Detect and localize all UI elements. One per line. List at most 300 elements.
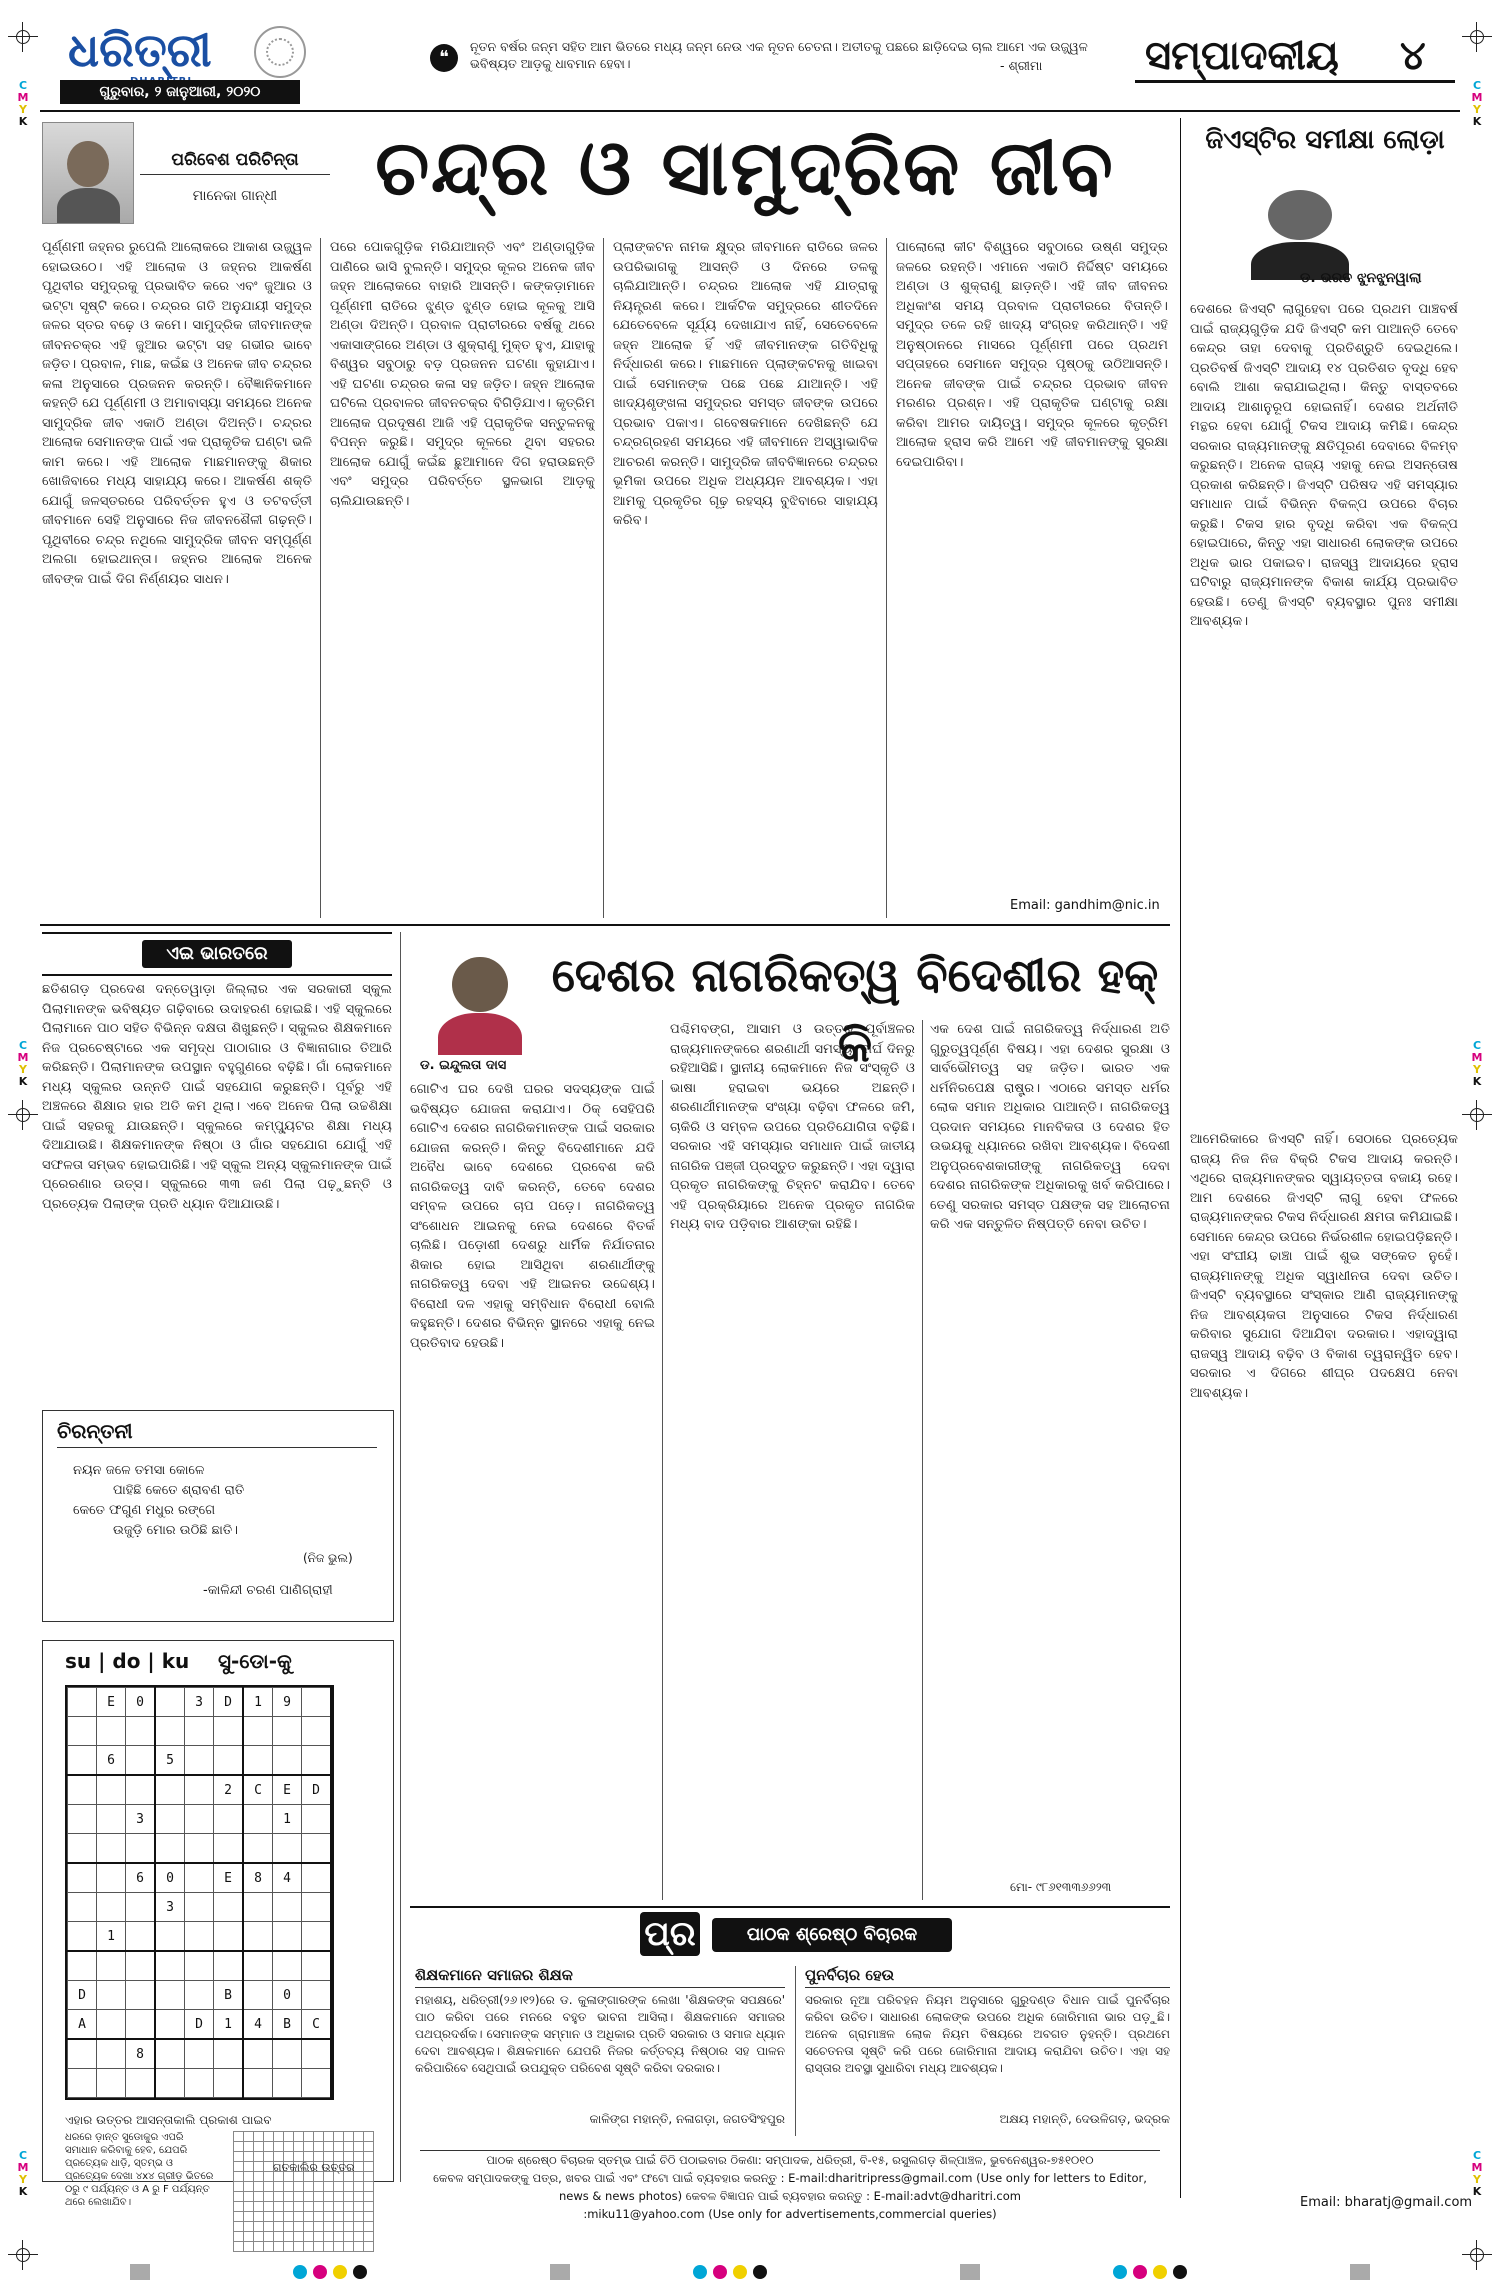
mini-cell <box>264 2142 274 2152</box>
mini-cell <box>334 2192 344 2202</box>
column-rule <box>320 238 321 918</box>
author-photo <box>42 122 134 224</box>
sudoku-cell[interactable] <box>97 1893 126 1922</box>
lead-email[interactable]: Email: gandhim@nic.in <box>1010 898 1160 913</box>
mini-cell <box>344 2242 354 2252</box>
mini-cell <box>254 2202 264 2212</box>
letters-logo-icon: ପ୍ର <box>640 1912 700 1956</box>
sudoku-cell[interactable] <box>126 1893 156 1922</box>
section-underline <box>1135 80 1455 83</box>
sudoku-cell[interactable] <box>214 1746 244 1776</box>
mini-cell <box>264 2192 274 2202</box>
mini-cell <box>274 2142 284 2152</box>
sudoku-cell[interactable] <box>243 1834 273 1864</box>
mini-cell <box>294 2192 304 2202</box>
sudoku-cell[interactable]: 5 <box>155 1746 185 1776</box>
sudoku-cell[interactable] <box>185 1981 214 2010</box>
sudoku-cell[interactable] <box>68 1746 97 1776</box>
mini-cell <box>344 2192 354 2202</box>
sudoku-cell[interactable] <box>185 1863 214 1893</box>
sudoku-cell[interactable]: 3 <box>126 1805 156 1834</box>
editorial-email[interactable]: Email: bharatj@gmail.com <box>1300 2195 1473 2210</box>
sudoku-cell[interactable] <box>302 1834 332 1864</box>
sudoku-cell[interactable]: 4 <box>273 1863 302 1893</box>
editorial-headline: ଜିଏସ୍‌ଟିର ସମୀକ୍ଷା ଲୋଡ଼ା <box>1205 125 1445 155</box>
section-title: ସମ୍ପାଦକୀୟ <box>1145 32 1339 79</box>
mini-cell <box>254 2232 264 2242</box>
mini-cell <box>324 2202 334 2212</box>
sudoku-cell[interactable] <box>273 1834 302 1864</box>
sudoku-cell[interactable] <box>68 1834 97 1864</box>
mini-cell <box>244 2192 254 2202</box>
sudoku-cell[interactable] <box>185 2069 214 2098</box>
mini-cell <box>254 2192 264 2202</box>
letters-heading: ପାଠକ ଶ୍ରେଷ୍ଠ ବିଚାରକ <box>712 1918 952 1952</box>
sudoku-cell[interactable] <box>302 1688 332 1717</box>
mini-cell <box>284 2152 294 2162</box>
sudoku-cell[interactable] <box>126 1951 156 1981</box>
mini-cell <box>314 2142 324 2152</box>
mini-cell <box>244 2162 254 2172</box>
mini-cell <box>364 2192 374 2202</box>
mini-cell <box>244 2172 254 2182</box>
mini-cell <box>364 2152 374 2162</box>
sudoku-cell[interactable] <box>155 1981 185 2010</box>
mini-cell <box>234 2212 244 2222</box>
mini-cell <box>244 2232 254 2242</box>
sudoku-cell[interactable] <box>185 1922 214 1952</box>
sudoku-cell[interactable] <box>155 2039 185 2069</box>
sudoku-cell[interactable]: 6 <box>97 1746 126 1776</box>
mini-cell <box>294 2132 304 2142</box>
sudoku-cell[interactable]: 1 <box>214 2010 244 2040</box>
mini-cell <box>254 2132 264 2142</box>
mini-cell <box>314 2132 324 2142</box>
sudoku-cell[interactable]: 2 <box>214 1775 244 1805</box>
mini-cell <box>294 2232 304 2242</box>
sudoku-cell[interactable] <box>155 1805 185 1834</box>
mini-cell <box>254 2152 264 2162</box>
mini-cell <box>274 2192 284 2202</box>
chirantani-box <box>42 1410 394 1622</box>
sudoku-cell[interactable]: 3 <box>155 1893 185 1922</box>
mini-cell <box>264 2222 274 2232</box>
mini-cell <box>324 2192 334 2202</box>
sudoku-cell[interactable] <box>126 1746 156 1776</box>
mini-cell <box>294 2152 304 2162</box>
column-heading: ପରିବେଶ ପରିଚିନ୍ତା <box>140 150 330 175</box>
mini-cell <box>274 2222 284 2232</box>
sudoku-cell[interactable] <box>97 1717 126 1746</box>
mini-cell <box>264 2162 274 2172</box>
mini-cell <box>234 2202 244 2212</box>
letter-body: ମହାଶୟ, ଧରିତ୍ରୀ(୨୬।୧୨)ରେ ଡ. କୁଳାଙ୍ଗାରଙ୍କ ଲେଖା 'ଶିକ୍ଷକଙ୍କ ସପକ୍ଷରେ' ପାଠ କରିବା ପରେ ମନରେ ବହୁତ ଭାବନା ଆସିଲା। ଶିକ୍ଷକମାନେ ସମାଜର ପଥପ୍ରଦର୍ଶକ। ସେମାନଙ୍କ ସମ୍ମାନ ଓ ଅଧିକାର ପ୍ରତି ସରକାର ଓ ସମାଜ ଧ୍ୟାନ ଦେବା ଆବଶ୍ୟକ। ଶିକ୍ଷକମାନେ ଯେପରି ନିଜର କର୍ତ୍ତବ୍ୟ ନିଷ୍ଠାର ସହ ପାଳନ କରିପାରିବେ ସେଥିପାଇଁ ଉପଯୁକ୍ତ ପରିବେଶ ସୃଷ୍ଟି କରିବା ଦରକାର। <box>415 1993 785 2075</box>
mini-cell <box>314 2192 324 2202</box>
mini-cell <box>264 2152 274 2162</box>
mini-cell <box>314 2212 324 2222</box>
lead-column-2: ପରେ ପୋକଗୁଡ଼ିକ ମରିଯାଆନ୍ତି ଏବଂ ଅଣ୍ଡାଗୁଡ଼ିକ ପାଣିରେ ଭାସି ବୁଲନ୍ତି। ସମୁଦ୍ର କୂଳର ଅନେକ ଜୀବ ଜହ୍ନ ଆଲୋକରେ ବାହାରି ଆସନ୍ତି। କଙ୍କଡ଼ାମାନେ ପୂର୍ଣ୍ଣମୀ ରାତିରେ ଝୁଣ୍ଡ ଝୁଣ୍ଡ ହୋଇ କୂଳକୁ ଆସି ଅଣ୍ଡା ଦିଅନ୍ତି। ପ୍ରବାଳ ପ୍ରାଚୀରରେ ବର୍ଷକୁ ଥରେ ଏକାସାଙ୍ଗରେ ଅଣ୍ଡା ଓ ଶୁକ୍ରାଣୁ ମୁକ୍ତ ହୁଏ, ଯାହାକୁ ବିଶ୍ୱର ସବୁଠାରୁ ବଡ଼ ପ୍ରଜନନ ଘଟଣା କୁହାଯାଏ। ଏହି ଘଟଣା ଚନ୍ଦ୍ରର କଳା ସହ ଜଡ଼ିତ। ଜହ୍ନ ଆଲୋକ ଘଟିଲେ ପ୍ରବାଳର ଜୀବନଚକ୍ର ବିଗିଡ଼ିଯାଏ। କୃତ୍ରିମ ଆଲୋକ ପ୍ରଦୂଷଣ ଆଜି ଏହି ପ୍ରାକୃତିକ ସନ୍ତୁଳନକୁ ବିପନ୍ନ କରୁଛି। ସମୁଦ୍ର କୂଳରେ ଥିବା ସହରର ଆଲୋକ ଯୋଗୁଁ କଇଁଛ ଛୁଆମାନେ ଦିଗ ହରାଉଛନ୍ତି ଏବଂ ସମୁଦ୍ର ପରିବର୍ତ୍ତେ ସ୍ଥଳଭାଗ ଆଡ଼କୁ ଚାଲିଯାଉଛନ୍ତି। <box>330 240 595 509</box>
mini-cell <box>284 2232 294 2242</box>
sudoku-cell[interactable] <box>243 1746 273 1776</box>
mini-cell <box>264 2172 274 2182</box>
mini-cell <box>274 2242 284 2252</box>
sudoku-cell[interactable]: 8 <box>126 2039 156 2069</box>
mini-cell <box>294 2242 304 2252</box>
mini-cell <box>254 2182 264 2192</box>
mini-cell <box>324 2132 334 2142</box>
sudoku-cell[interactable] <box>68 1805 97 1834</box>
editorial-author: ଡ. ଭରତ ଝୁନଝୁନୱାଲା <box>1300 270 1422 286</box>
citizenship-mobile: ମୋ- ୯୮୬୧୩୩୬୬୨୩ <box>1010 1880 1112 1894</box>
sudoku-cell[interactable] <box>214 2069 244 2098</box>
mini-cell <box>334 2142 344 2152</box>
mini-cell <box>324 2152 334 2162</box>
quote-author: - ଶ୍ରୀମା <box>1000 58 1043 73</box>
mini-cell <box>284 2212 294 2222</box>
sudoku-cell[interactable] <box>68 1863 97 1893</box>
citizenship-column-1: ଗୋଟିଏ ଘର ଦେଖି ଘରର ସଦସ୍ୟଙ୍କ ପାଇଁ ଭବିଷ୍ୟତ ଯୋଜନା କରାଯାଏ। ଠିକ୍ ସେହିପରି ଗୋଟିଏ ଦେଶର ନାଗରିକମାନଙ୍କ ପାଇଁ ସରକାର ଯୋଜନା କରନ୍ତି। କିନ୍ତୁ ବିଦେଶୀମାନେ ଯଦି ଅବୈଧ ଭାବେ ଦେଶରେ ପ୍ରବେଶ କରି ନାଗରିକତ୍ୱ ଦାବି କରନ୍ତି, ତେବେ ଦେଶର ସମ୍ବଳ ଉପରେ ଚାପ ପଡ଼େ। ନାଗରିକତ୍ୱ ସଂଶୋଧନ ଆଇନକୁ ନେଇ ଦେଶରେ ବିତର୍କ ଚାଲିଛି। ପଡ଼ୋଶୀ ଦେଶରୁ ଧାର୍ମିକ ନିର୍ଯାତନାର ଶିକାର ହୋଇ ଆସିଥିବା ଶରଣାର୍ଥୀଙ୍କୁ ନାଗରିକତ୍ୱ ଦେବା ଏହି ଆଇନର ଉଦ୍ଦେଶ୍ୟ। ବିରୋଧୀ ଦଳ ଏହାକୁ ସମ୍ବିଧାନ ବିରୋଧୀ ବୋଲି କହୁଛନ୍ତି। ଦେଶର ବିଭିନ୍ନ ସ୍ଥାନରେ ଏହାକୁ ନେଇ ପ୍ରତିବାଦ ହେଉଛି। <box>410 1082 655 1351</box>
mini-cell <box>284 2202 294 2212</box>
sudoku-cell[interactable]: 8 <box>243 1863 273 1893</box>
sudoku-cell[interactable]: 1 <box>243 1688 273 1717</box>
mini-cell <box>244 2222 254 2232</box>
sudoku-cell[interactable] <box>185 1717 214 1746</box>
sudoku-cell[interactable] <box>302 1951 332 1981</box>
registration-mark <box>1462 2240 1492 2270</box>
sudoku-cell[interactable]: 9 <box>273 1688 302 1717</box>
mini-cell <box>354 2182 364 2192</box>
issue-date: ଗୁରୁବାର, ୨ ଜାନୁଆରୀ, ୨୦୨୦ <box>60 80 300 104</box>
registration-mark <box>8 1100 38 1130</box>
sudoku-cell[interactable] <box>68 2039 97 2069</box>
sudoku-cell[interactable] <box>126 2069 156 2098</box>
mini-cell <box>234 2142 244 2152</box>
mini-cell <box>294 2222 304 2232</box>
cmyk-marker: C M Y K <box>1471 79 1483 128</box>
sudoku-cell[interactable] <box>68 1893 97 1922</box>
mini-cell <box>304 2232 314 2242</box>
sudoku-cell[interactable] <box>214 1834 244 1864</box>
sudoku-cell[interactable]: 1 <box>97 1922 126 1952</box>
mini-cell <box>364 2232 374 2242</box>
sudoku-note: ଏହାର ଉତ୍ତର ଆସନ୍ତାକାଲି ପ୍ରକାଶ ପାଇବ <box>65 2113 272 2127</box>
page-number: ୪ <box>1400 32 1426 79</box>
mini-cell <box>354 2132 364 2142</box>
sudoku-cell[interactable] <box>68 1717 97 1746</box>
sudoku-cell[interactable]: 4 <box>243 2010 273 2040</box>
sudoku-cell[interactable] <box>126 2010 156 2040</box>
editorial-column-1: ଦେଶରେ ଜିଏସ୍‌ଟି ଲାଗୁହେବା ପରେ ପ୍ରଥମ ପାଞ୍ଚବର୍ଷ ପାଇଁ ରାଜ୍ୟଗୁଡ଼ିକ ଯଦି ଜିଏସ୍‌ଟି କମ ପାଆନ୍ତି ତେବେ କେନ୍ଦ୍ର ତାହା ଦେବାକୁ ପ୍ରତିଶ୍ରୁତି ଦେଇଥିଲେ। ପ୍ରତିବର୍ଷ ଜିଏସ୍‌ଟି ଆଦାୟ ୧୪ ପ୍ରତିଶତ ବୃଦ୍ଧି ହେବ ବୋଲି ଆଶା କରାଯାଇଥିଲା। କିନ୍ତୁ ବାସ୍ତବରେ ଆଦାୟ ଆଶାନୁରୂପ ହୋଇନାହିଁ। ଦେଶର ଅର୍ଥନୀତି ମନ୍ଥର ହେବା ଯୋଗୁଁ ଟିକସ ଆଦାୟ କମିଛି। କେନ୍ଦ୍ର ସରକାର ରାଜ୍ୟମାନଙ୍କୁ କ୍ଷତିପୂରଣ ଦେବାରେ ବିଳମ୍ବ କରୁଛନ୍ତି। ଅନେକ ରାଜ୍ୟ ଏହାକୁ ନେଇ ଅସନ୍ତୋଷ ପ୍ରକାଶ କରିଛନ୍ତି। ଜିଏସ୍‌ଟି ପରିଷଦ ଏହି ସମସ୍ୟାର ସମାଧାନ ପାଇଁ ବିଭିନ୍ନ ବିକଳ୍ପ ଉପରେ ବିଚାର କରୁଛି। ଟିକସ ହାର ବୃଦ୍ଧି କରିବା ଏକ ବିକଳ୍ପ ହୋଇପାରେ, କିନ୍ତୁ ଏହା ସାଧାରଣ ଲୋକଙ୍କ ଉପରେ ଅଧିକ ଭାର ପକାଇବ। ରାଜସ୍ୱ ଆଦାୟରେ ହ୍ରାସ ଘଟିବାରୁ ରାଜ୍ୟମାନଙ୍କ ବିକାଶ କାର୍ଯ୍ୟ ପ୍ରଭାବିତ ହେଉଛି। ତେଣୁ ଜିଏସ୍‌ଟି ବ୍ୟବସ୍ଥାର ପୁନଃ ସମୀକ୍ଷା ଆବଶ୍ୟକ। <box>1190 302 1458 629</box>
sudoku-cell[interactable] <box>243 1717 273 1746</box>
mini-cell <box>354 2222 364 2232</box>
sudoku-cell[interactable] <box>214 2039 244 2069</box>
mini-cell <box>284 2132 294 2142</box>
sudoku-cell[interactable]: 6 <box>126 1863 156 1893</box>
sudoku-cell[interactable]: D <box>185 2010 214 2040</box>
sudoku-box <box>42 1640 394 2208</box>
sudoku-cell[interactable] <box>214 1951 244 1981</box>
sudoku-cell[interactable] <box>97 1951 126 1981</box>
sudoku-cell[interactable] <box>273 1746 302 1776</box>
sudoku-cell[interactable] <box>68 2069 97 2098</box>
e-bharatare-text: ଛତିଶଗଡ଼ ପ୍ରଦେଶ ଦନ୍ତେୱାଡ଼ା ଜିଲ୍ଲାର ଏକ ସରକାରୀ ସ୍କୁଲ ପିଲାମାନଙ୍କ ଭବିଷ୍ୟତ ଗଢ଼ିବାରେ ଉଦାହରଣ ହୋଇଛି। ଏହି ସ୍କୁଲରେ ପିଲାମାନେ ପାଠ ସହିତ ବିଭିନ୍ନ ଦକ୍ଷତା ଶିଖୁଛନ୍ତି। ସ୍କୁଲର ଶିକ୍ଷକମାନେ ନିଜ ପ୍ରଚେଷ୍ଟାରେ ଏକ ସମୃଦ୍ଧ ପାଠାଗାର ଓ ବିଜ୍ଞାନାଗାର ତିଆରି କରିଛନ୍ତି। ପିଲାମାନଙ୍କ ଉପସ୍ଥାନ ବହୁଗୁଣରେ ବଢ଼ିଛି। ଗାଁ ଲୋକମାନେ ମଧ୍ୟ ସ୍କୁଲର ଉନ୍ନତି ପାଇଁ ସହଯୋଗ କରୁଛନ୍ତି। ପୂର୍ବରୁ ଏହି ଅଞ୍ଚଳରେ ଶିକ୍ଷାର ହାର ଅତି କମ ଥିଲା। ଏବେ ଅନେକ ପିଲା ଉଚ୍ଚଶିକ୍ଷା ପାଇଁ ସହରକୁ ଯାଉଛନ୍ତି। ସ୍କୁଲରେ କମ୍ପ୍ୟୁଟର ଶିକ୍ଷା ମଧ୍ୟ ଦିଆଯାଉଛି। ଶିକ୍ଷକମାନଙ୍କ ନିଷ୍ଠା ଓ ଗାଁର ସହଯୋଗ ଯୋଗୁଁ ଏହି ସଫଳତା ସମ୍ଭବ ହୋଇପାରିଛି। ଏହି ସ୍କୁଲ ଅନ୍ୟ ସ୍କୁଲମାନଙ୍କ ପାଇଁ ପ୍ରେରଣାର ଉତ୍ସ। ସ୍କୁଲରେ ୩୩ ଜଣ ପିଲା ପଢ଼ୁଛନ୍ତି ଓ ପ୍ରତ୍ୟେକ ପିଲାଙ୍କ ପ୍ରତି ଧ୍ୟାନ ଦିଆଯାଉଛି। <box>42 982 392 1212</box>
letter-signature: କାଳିଙ୍ଗ ମହାନ୍ତି, ନଳାଗଡ଼ା, ଜଗତସିଂହପୁର <box>589 2112 785 2126</box>
mini-cell <box>354 2162 364 2172</box>
mini-cell <box>264 2232 274 2242</box>
sudoku-cell[interactable] <box>97 1805 126 1834</box>
sudoku-cell[interactable] <box>185 1775 214 1805</box>
sudoku-cell[interactable]: C <box>302 2010 332 2040</box>
mini-cell <box>264 2212 274 2222</box>
sudoku-cell[interactable] <box>126 1922 156 1952</box>
sudoku-cell[interactable] <box>155 2010 185 2040</box>
sudoku-cell[interactable] <box>185 2039 214 2069</box>
sudoku-cell[interactable] <box>302 1805 332 1834</box>
sudoku-cell[interactable] <box>243 2069 273 2098</box>
mini-cell <box>324 2182 334 2192</box>
letters-divider <box>410 1906 1170 1908</box>
mini-cell <box>324 2232 334 2242</box>
mini-cell <box>334 2152 344 2162</box>
sudoku-cell[interactable] <box>97 2069 126 2098</box>
mini-cell <box>274 2202 284 2212</box>
letter-item <box>805 1966 1170 2127</box>
sudoku-cell[interactable] <box>302 1981 332 2010</box>
mini-cell <box>234 2152 244 2162</box>
sudoku-cell[interactable]: A <box>68 2010 97 2040</box>
sudoku-cell[interactable] <box>273 1951 302 1981</box>
sudoku-cell[interactable] <box>68 1922 97 1952</box>
sudoku-cell[interactable] <box>214 1717 244 1746</box>
sudoku-title-en: su | do | ku <box>65 1649 190 1673</box>
mini-cell <box>334 2242 344 2252</box>
e-bharatare-heading: ଏଇ ଭାରତରେ <box>142 940 292 968</box>
mini-cell <box>294 2202 304 2212</box>
sudoku-cell[interactable] <box>185 1746 214 1776</box>
mini-cell <box>304 2152 314 2162</box>
sudoku-cell[interactable] <box>185 1805 214 1834</box>
cmyk-marker: C M Y K <box>17 1039 29 1088</box>
letter-title: ଶିକ୍ଷକମାନେ ସମାଜର ଶିକ୍ଷକ <box>415 1966 785 1988</box>
sudoku-cell[interactable] <box>126 1834 156 1864</box>
mini-cell <box>234 2242 244 2252</box>
mini-cell <box>344 2232 354 2242</box>
sudoku-cell[interactable] <box>97 1981 126 2010</box>
sudoku-cell[interactable] <box>97 2039 126 2069</box>
mini-cell <box>244 2202 254 2212</box>
sudoku-cell[interactable]: 3 <box>185 1688 214 1717</box>
sudoku-cell[interactable]: D <box>302 1775 332 1805</box>
sudoku-yesterday-label: ଗତକାଲିର ଉତ୍ତର <box>273 2161 355 2174</box>
mini-cell <box>234 2172 244 2182</box>
mini-cell <box>304 2132 314 2142</box>
sudoku-cell[interactable] <box>273 2069 302 2098</box>
mini-cell <box>304 2212 314 2222</box>
print-color-bar <box>130 2262 1370 2282</box>
mini-cell <box>264 2132 274 2142</box>
mini-cell <box>284 2142 294 2152</box>
mini-cell <box>264 2242 274 2252</box>
sudoku-cell[interactable] <box>68 1951 97 1981</box>
sudoku-cell[interactable] <box>68 1775 97 1805</box>
sudoku-cell[interactable] <box>155 2069 185 2098</box>
mini-cell <box>304 2202 314 2212</box>
sudoku-cell[interactable] <box>97 2010 126 2040</box>
sudoku-cell[interactable] <box>126 1717 156 1746</box>
mini-cell <box>364 2182 374 2192</box>
cmyk-marker: C M Y K <box>17 2149 29 2198</box>
mini-cell <box>284 2242 294 2252</box>
mini-cell <box>334 2232 344 2242</box>
logo-text: ଧରିତ୍ରୀ <box>68 23 212 77</box>
mini-cell <box>244 2152 254 2162</box>
mini-cell <box>234 2232 244 2242</box>
cmyk-marker: C M Y K <box>1471 1039 1483 1088</box>
sudoku-cell[interactable] <box>243 1922 273 1952</box>
sudoku-cell[interactable] <box>97 1775 126 1805</box>
mini-cell <box>364 2162 374 2172</box>
mini-cell <box>334 2182 344 2192</box>
mini-cell <box>234 2162 244 2172</box>
letter-title: ପୁନର୍ବିଚାର ହେଉ <box>805 1966 1170 1988</box>
column-rule <box>1180 118 1181 2198</box>
sudoku-cell[interactable] <box>214 1805 244 1834</box>
quote-text: ନୂତନ ବର୍ଷର ଜନ୍ମ ସହିତ ଆମ ଭିତରେ ମଧ୍ୟ ଜନ୍ମ ନେଉ ଏକ ନୂତନ ଚେତନା। ଅତୀତକୁ ପଛରେ ଛାଡ଼ିଦେଇ ଚାଲ ଆମେ ଏକ ଉଜ୍ଜ୍ୱଳ ଭବିଷ୍ୟତ ଆଡ଼କୁ ଧାବମାନ ହେବା। <box>470 39 1088 71</box>
sudoku-cell[interactable] <box>273 1717 302 1746</box>
sudoku-cell[interactable] <box>302 1922 332 1952</box>
sudoku-cell[interactable]: 1 <box>273 1805 302 1834</box>
sudoku-cell[interactable] <box>126 1981 156 2010</box>
mini-cell <box>274 2132 284 2142</box>
registration-mark <box>8 22 38 52</box>
cmyk-marker: C M Y K <box>17 79 29 128</box>
sudoku-cell[interactable] <box>273 1893 302 1922</box>
chirantani-poem: ନୟନ ଜଳେ ତମସା କୋଳେ ପାହିଛି କେତେ ଶ୍ରାବଣ ରାତି କେତେ ଫଗୁଣ ମଧୁର ରଙ୍ଗେ ଉଜୁଡ଼ି ମୋର ଉଠିଛି ଛାତି। <box>73 1463 245 1538</box>
column-rule <box>922 1020 923 1900</box>
sudoku-cell[interactable] <box>155 1951 185 1981</box>
sudoku-cell[interactable]: B <box>273 2010 302 2040</box>
sudoku-cell[interactable] <box>155 1922 185 1952</box>
cmyk-marker: C M Y K <box>1471 2149 1483 2198</box>
sudoku-cell[interactable] <box>302 1717 332 1746</box>
sudoku-cell[interactable] <box>126 1775 156 1805</box>
mini-cell <box>264 2202 274 2212</box>
sudoku-cell[interactable] <box>214 1893 244 1922</box>
column-rule <box>886 238 887 918</box>
mini-cell <box>264 2182 274 2192</box>
sudoku-cell[interactable]: E <box>273 1775 302 1805</box>
sudoku-cell[interactable] <box>273 2039 302 2069</box>
mini-cell <box>304 2142 314 2152</box>
sudoku-cell[interactable] <box>155 1834 185 1864</box>
sudoku-cell[interactable] <box>214 1922 244 1952</box>
mini-cell <box>304 2222 314 2232</box>
sudoku-cell[interactable] <box>243 1893 273 1922</box>
sudoku-cell[interactable]: C <box>243 1775 273 1805</box>
sudoku-cell[interactable]: B <box>214 1981 244 2010</box>
sudoku-grid[interactable] <box>65 1685 334 2100</box>
sudoku-cell[interactable] <box>155 1688 185 1717</box>
sudoku-cell[interactable] <box>302 2069 332 2098</box>
mini-cell <box>234 2192 244 2202</box>
citizenship-column-3: ଏକ ଦେଶ ପାଇଁ ନାଗରିକତ୍ୱ ନିର୍ଦ୍ଧାରଣ ଅତି ଗୁରୁତ୍ୱପୂର୍ଣ୍ଣ ବିଷୟ। ଏହା ଦେଶର ସୁରକ୍ଷା ଓ ସାର୍ବଭୌମତ୍ୱ ସହ ଜଡ଼ିତ। ଭାରତ ଏକ ଧର୍ମନିରପେକ୍ଷ ରାଷ୍ଟ୍ର। ଏଠାରେ ସମସ୍ତ ଧର୍ମର ଲୋକ ସମାନ ଅଧିକାର ପାଆନ୍ତି। ନାଗରିକତ୍ୱ ପ୍ରଦାନ ସମୟରେ ମାନବିକତା ଓ ଦେଶର ହିତ ଉଭୟକୁ ଧ୍ୟାନରେ ରଖିବା ଆବଶ୍ୟକ। ବିଦେଶୀ ଅନୁପ୍ରବେଶକାରୀଙ୍କୁ ନାଗରିକତ୍ୱ ଦେବା ଦେଶର ନାଗରିକଙ୍କ ଅଧିକାରକୁ ଖର୍ବ କରିପାରେ। ତେଣୁ ସରକାର ସମସ୍ତ ପକ୍ଷଙ୍କ ସହ ଆଲୋଚନା କରି ଏକ ସନ୍ତୁଳିତ ନିଷ୍ପତ୍ତି ନେବା ଉଚିତ। <box>930 1022 1170 1232</box>
sudoku-cell[interactable] <box>185 1834 214 1864</box>
mini-cell <box>364 2242 374 2252</box>
mini-cell <box>364 2222 374 2232</box>
sudoku-cell[interactable] <box>97 1863 126 1893</box>
mini-cell <box>244 2242 254 2252</box>
citizenship-author-photo <box>420 935 540 1055</box>
mini-cell <box>344 2142 354 2152</box>
mini-cell <box>244 2212 254 2222</box>
mini-cell <box>254 2222 264 2232</box>
sudoku-cell[interactable] <box>155 1775 185 1805</box>
mini-cell <box>254 2242 264 2252</box>
mini-cell <box>274 2232 284 2242</box>
sudoku-cell[interactable] <box>302 1863 332 1893</box>
sudoku-cell[interactable] <box>302 1893 332 1922</box>
mini-cell <box>244 2182 254 2192</box>
registration-mark <box>1462 22 1492 52</box>
mini-cell <box>354 2212 364 2222</box>
mini-cell <box>284 2192 294 2202</box>
sudoku-cell[interactable]: 0 <box>273 1981 302 2010</box>
sudoku-cell[interactable] <box>243 1951 273 1981</box>
sudoku-cell[interactable] <box>243 1805 273 1834</box>
mini-cell <box>274 2212 284 2222</box>
mini-cell <box>244 2142 254 2152</box>
column-author: ମାନେକା ଗାନ୍ଧୀ <box>192 188 278 204</box>
sudoku-yesterday-grid <box>233 2131 374 2252</box>
mini-cell <box>314 2242 324 2252</box>
chirantani-heading: ଚିରନ୍ତନୀ <box>57 1419 377 1448</box>
mini-cell <box>304 2242 314 2252</box>
sudoku-cell[interactable] <box>243 2039 273 2069</box>
sudoku-cell[interactable] <box>97 1834 126 1864</box>
mini-cell <box>344 2202 354 2212</box>
sudoku-cell[interactable] <box>302 2039 332 2069</box>
sudoku-cell[interactable] <box>243 1981 273 2010</box>
mini-cell <box>234 2182 244 2192</box>
sudoku-cell[interactable] <box>302 1746 332 1776</box>
sudoku-cell[interactable]: E <box>214 1863 244 1893</box>
mini-cell <box>294 2142 304 2152</box>
registration-mark <box>8 2240 38 2270</box>
sudoku-cell[interactable] <box>185 1893 214 1922</box>
sudoku-cell[interactable] <box>155 1717 185 1746</box>
registration-mark <box>1462 1100 1492 1130</box>
wheel-emblem-icon <box>254 26 306 78</box>
sudoku-cell[interactable]: 0 <box>155 1863 185 1893</box>
editorial-author-photo <box>1230 170 1370 280</box>
mini-cell <box>314 2232 324 2242</box>
mini-cell <box>234 2132 244 2142</box>
sudoku-cell[interactable] <box>273 1922 302 1952</box>
lead-column-1: ପୂର୍ଣ୍ଣମୀ ଜହ୍ନର ରୁପେଲି ଆଲୋକରେ ଆକାଶ ଉଜ୍ଜ୍ୱଳ ହୋଇଉଠେ। ଏହି ଆଲୋକ ଓ ଜହ୍ନର ଆକର୍ଷଣ ପୃଥିବୀର ସମୁଦ୍ରକୁ ପ୍ରଭାବିତ କରେ ଏବଂ ଜୁଆର ଓ ଭଟ୍ଟା ସୃଷ୍ଟି କରେ। ଚନ୍ଦ୍ରର ଗତି ଅନୁଯାୟୀ ସମୁଦ୍ର ଜଳର ସ୍ତର ବଢ଼େ ଓ କମେ। ସାମୁଦ୍ରିକ ଜୀବମାନଙ୍କ ଜୀବନଚକ୍ର ଏହି ଜୁଆର ଭଟ୍ଟା ସହ ଗଭୀର ଭାବେ ଜଡ଼ିତ। ପ୍ରବାଳ, ମାଛ, କଇଁଛ ଓ ଅନେକ ଜୀବ ଚନ୍ଦ୍ରର କଳା ଅନୁସାରେ ପ୍ରଜନନ କରନ୍ତି। ବୈଜ୍ଞାନିକମାନେ କହନ୍ତି ଯେ ପୂର୍ଣ୍ଣମୀ ଓ ଅମାବାସ୍ୟା ସମୟରେ ଅନେକ ସାମୁଦ୍ରିକ ଜୀବ ଏକାଠି ଅଣ୍ଡା ଦିଅନ୍ତି। ଚନ୍ଦ୍ରର ଆଲୋକ ସେମାନଙ୍କ ପାଇଁ ଏକ ପ୍ରାକୃତିକ ଘଣ୍ଟା ଭଳି କାମ କରେ। ଏହି ଆଲୋକ ମାଛମାନଙ୍କୁ ଶିକାର ଖୋଜିବାରେ ମଧ୍ୟ ସାହାଯ୍ୟ କରେ। ଆକର୍ଷଣ ଶକ୍ତି ଯୋଗୁଁ ଜଳସ୍ତରରେ ପରିବର୍ତ୍ତନ ହୁଏ ଓ ତଟବର୍ତ୍ତୀ ଜୀବମାନେ ସେହି ଅନୁସାରେ ନିଜ ଜୀବନଶୈଳୀ ଗଢ଼ନ୍ତି। ପୃଥିବୀରେ ଚନ୍ଦ୍ର ନଥିଲେ ସାମୁଦ୍ରିକ ଜୀବନ ସମ୍ପୂର୍ଣ୍ଣ ଅଲଗା ହୋଇଥାନ୍ତା। ଜହ୍ନର ଆଲୋକ ଅନେକ ଜୀବଙ୍କ ପାଇଁ ଦିଗ ନିର୍ଣ୍ଣୟର ସାଧନ। <box>42 240 312 587</box>
e-bharatare-header <box>42 932 392 976</box>
sudoku-cell[interactable]: E <box>97 1688 126 1717</box>
mini-cell <box>284 2182 294 2192</box>
sudoku-cell[interactable] <box>68 1688 97 1717</box>
mini-cell <box>274 2152 284 2162</box>
mini-cell <box>294 2182 304 2192</box>
sudoku-cell[interactable]: D <box>214 1688 244 1717</box>
sudoku-cell[interactable] <box>185 1951 214 1981</box>
chirantani-poet: -କାଳିନ୍ଦୀ ଚରଣ ପାଣିଗ୍ରାହୀ <box>203 1583 333 1598</box>
mini-cell <box>314 2202 324 2212</box>
sudoku-cell[interactable]: 0 <box>126 1688 156 1717</box>
sudoku-cell[interactable]: D <box>68 1981 97 2010</box>
